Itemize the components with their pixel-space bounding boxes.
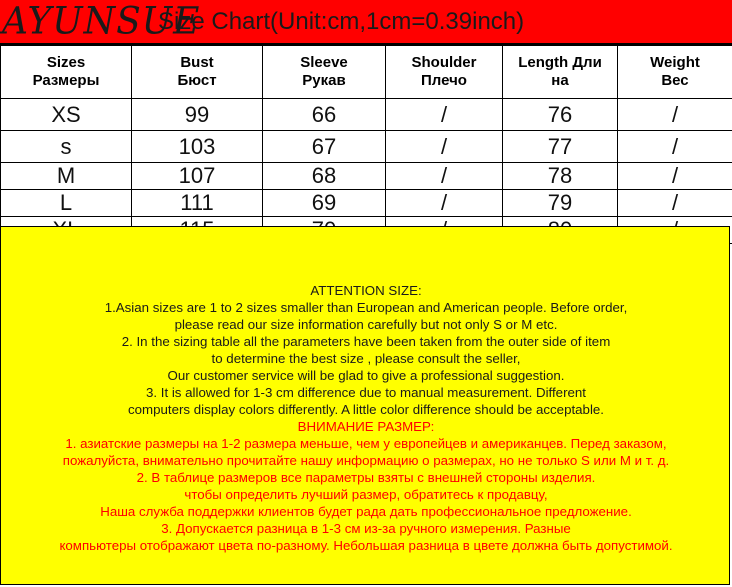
table-row xyxy=(1,131,732,163)
cell-size: s xyxy=(1,131,132,163)
notes-ru-line: 2. В таблице размеров все параметры взяты с внешней стороны изделия. xyxy=(136,470,596,485)
notes-en-line: computers display colors differently. A little color difference should be acceptable. xyxy=(128,402,604,417)
brand-logo: AYUNSUE xyxy=(2,0,201,44)
cell-length: 77 xyxy=(503,131,618,163)
table-row xyxy=(1,163,732,190)
table-row xyxy=(1,99,732,131)
cell-bust: 107 xyxy=(132,163,263,190)
header-shoulder: Shoulder Плечо xyxy=(386,46,503,99)
chart-title: Size Chart(Unit:cm,1cm=0.39inch) xyxy=(158,8,525,35)
header-sleeve: Sleeve Рукав xyxy=(263,46,386,99)
notes-text xyxy=(1,282,731,554)
cell-shoulder: / xyxy=(386,163,503,190)
cell-bust: 103 xyxy=(132,131,263,163)
table-row xyxy=(1,190,732,217)
notes-ru-line: 3. Допускается разница в 1-3 см из-за ручного измерения. Разные xyxy=(161,521,571,536)
title-bar xyxy=(0,0,732,45)
notes-en-line: 2. In the sizing table all the parameters have been taken from the outer side of item xyxy=(121,334,611,349)
cell-bust: 111 xyxy=(132,190,263,217)
cell-weight: / xyxy=(618,131,732,163)
cell-weight: / xyxy=(618,99,732,131)
cell-size: M xyxy=(1,163,132,190)
notes-en-line: to determine the best size , please consult the seller, xyxy=(211,351,521,366)
notes-en-line: Our customer service will be glad to give a professional suggestion. xyxy=(167,368,565,383)
notes-panel xyxy=(0,226,730,585)
notes-en-line: please read our size information carefully but not only S or M etc. xyxy=(174,317,558,332)
cell-length: 78 xyxy=(503,163,618,190)
cell-shoulder: / xyxy=(386,190,503,217)
notes-ru-line: Наша служба поддержки клиентов будет рада дать профессиональное предложение. xyxy=(100,504,632,519)
notes-ru-line: ВНИМАНИЕ РАЗМЕР: xyxy=(297,419,435,434)
cell-weight: / xyxy=(618,163,732,190)
notes-en-line: 3. It is allowed for 1-3 cm difference due to manual measurement. Different xyxy=(145,385,586,400)
cell-shoulder: / xyxy=(386,131,503,163)
header-length: Length Дли на xyxy=(503,46,618,99)
cell-shoulder: / xyxy=(386,99,503,131)
cell-length: 79 xyxy=(503,190,618,217)
cell-sleeve: 67 xyxy=(263,131,386,163)
notes-ru-line: компьютеры отображают цвета по-разному. Небольшая разница в цвете должна быть допустимой. xyxy=(59,538,673,553)
header-bust: Bust Бюст xyxy=(132,46,263,99)
size-table xyxy=(0,45,732,244)
cell-weight: / xyxy=(618,190,732,217)
cell-size: L xyxy=(1,190,132,217)
cell-sleeve: 69 xyxy=(263,190,386,217)
cell-length: 76 xyxy=(503,99,618,131)
cell-size: XS xyxy=(1,99,132,131)
table-header-row xyxy=(1,46,732,99)
cell-sleeve: 68 xyxy=(263,163,386,190)
notes-en-line: 1.Asian sizes are 1 to 2 sizes smaller than European and American people. Before order, xyxy=(104,300,628,315)
cell-bust: 99 xyxy=(132,99,263,131)
header-weight: Weight Вес xyxy=(618,46,732,99)
notes-ru-line: чтобы определить лучший размер, обратитесь к продавцу, xyxy=(184,487,548,502)
notes-en-line: ATTENTION SIZE: xyxy=(310,283,422,298)
notes-ru-line: пожалуйста, внимательно прочитайте нашу информацию о размерах, но не только S или M и т. д. xyxy=(62,453,670,468)
header-sizes: Sizes Размеры xyxy=(1,46,132,99)
cell-sleeve: 66 xyxy=(263,99,386,131)
notes-ru-line: 1. азиатские размеры на 1-2 размера меньше, чем у европейцев и американцев. Перед заказом, xyxy=(65,436,667,451)
